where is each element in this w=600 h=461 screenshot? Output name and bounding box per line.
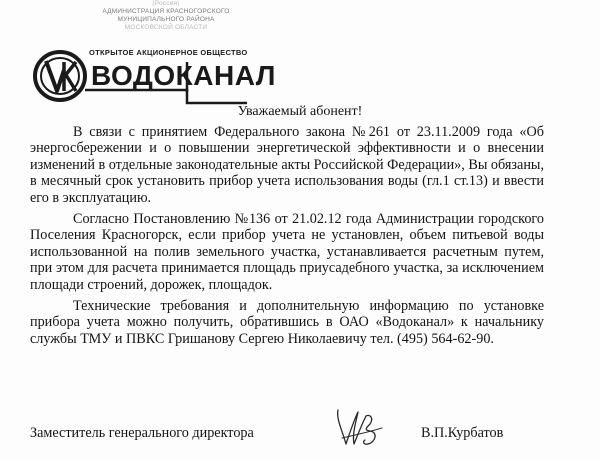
letter-body	[30, 124, 544, 352]
stamp-line: МУНИЦИПАЛЬНОГО РАЙОНА	[117, 16, 215, 23]
company-type: ОТКРЫТОЕ АКЦИОНЕРНОЕ ОБЩЕСТВО	[89, 48, 248, 57]
company-name: ВОДОКАНАЛ	[91, 60, 276, 91]
paragraph-resolution: Согласно Постановлению №136 от 21.02.12 года Администрации городского Поселения Красногорск, если прибор учета не установлен, объем питьевой воды использованной на полив земельного участка, устанавливается расчетным путем, при этом для расчета принимается площадь приусадебного участка, за исключением площади строений, дорожек, площадок.	[30, 211, 544, 293]
paragraph-contacts: Технические требования и дополнительную информацию по установке прибора учета можно получить, обратившись в ОАО «Водоканал» к начальнику службы ТМУ и ПВКС Гришанову Сергею Николаевичу тел. (495) 564-62-90.	[30, 298, 544, 347]
handwritten-signature	[332, 404, 386, 452]
stamp-line: (Россия)	[152, 0, 180, 7]
administration-stamp	[66, 0, 266, 32]
stamp-line: АДМИНИСТРАЦИЯ КРАСНОГОРСКОГО	[102, 8, 230, 15]
vodokanal-emblem-icon	[35, 52, 85, 100]
signatory-position: Заместитель генерального директора	[30, 425, 254, 441]
greeting: Уважаемый абонент!	[237, 104, 363, 119]
stamp-line: МОСКОВСКОЙ ОБЛАСТИ	[124, 24, 208, 31]
paragraph-federal-law: В связи с принятием Федерального закона №261 от 23.11.2009 года «Об энергосбережении и о повышении энергетической эффективности и о внесении изменений в отдельные законодательные акты Российской Федерации», Вы обязаны, в месячный срок установить прибор учета использования воды (гл.1 ст.13) и ввести его в эксплуатацию.	[30, 124, 544, 206]
signer-name: В.П.Курбатов	[421, 425, 504, 441]
